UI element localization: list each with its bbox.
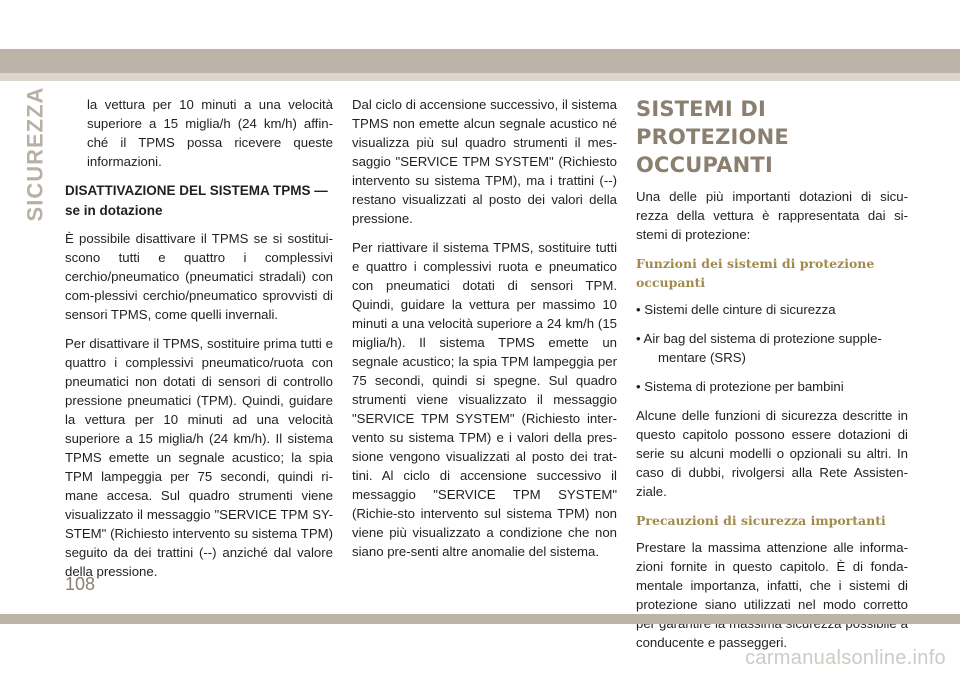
paragraph: Per disattivare il TPMS, sostituire prima tutti e quattro i complessivi pneumatico/ruota con pneumatici non dotati di sensori di controllo pressione pneumatici (TPM). Quindi, guidare la vettura per 10 minuti ad una velocità superiore a 15 miglia/h (24 km/h). Il sistema TPMS emette un segnale acustico; la spia TPM lampeggia per 75 secondi, quindi ri-mane accesa. Sul quadro strumenti viene visualizzato il messaggio "SERVICE TPM SY-STEM" (Richiesto intervento su sistema TPM) seguito da dei trattini (--) anziché dal valore della pressione.	[65, 336, 333, 579]
page-number: 108	[65, 574, 96, 594]
list-item: • Sistema di protezione per bambini	[636, 379, 844, 394]
tpms-deactivation-heading: DISATTIVAZIONE DEL SISTEMA TPMS — se in dotazione	[65, 183, 328, 218]
paragraph: Alcune delle funzioni di sicurezza descritte in questo capitolo possono essere dotazioni di serie su alcuni modelli o opzionali su altri. In caso di dubbi, rivolgersi alla Rete Assisten-ziale.	[636, 408, 908, 499]
list-item: • Sistemi delle cinture di sicurezza	[636, 302, 836, 317]
paragraph: Per riattivare il sistema TPMS, sostituire tutti e quattro i complessivi ruota e pneumatico con pneumatici dotati di sensori TPM. Quindi, guidare la vettura per massimo 10 minuti a una velocità superiore a 24 km/h (15 miglia/h). Il sistema TPMS emette un segnale acustico; la spia TPM lampeggia per 75 secondi, quindi si spegne. Sul quadro strumenti viene visualizzato il messaggio "SERVICE TPM SYSTEM" (Richiesto inter-vento su sistema TPM) e i valori della pres-sione vengono visualizzati al posto dei trat-tini. Al ciclo di accensione successivo il messaggio "SERVICE TPM SYSTEM" (Richie-sto intervento sul sistema TPM) non viene più visualizzato a condizione che non siano pre-senti altre anomalie del sistema.	[352, 240, 617, 559]
footer-band	[0, 614, 960, 624]
column-3	[636, 95, 908, 662]
header-band	[0, 49, 960, 81]
list-item: • Air bag del sistema di protezione supple- mentare (SRS)	[636, 331, 882, 365]
column-2	[352, 95, 617, 571]
subheading-precautions: Precauzioni di sicurezza importanti	[636, 513, 886, 528]
paragraph: Prestare la massima attenzione alle informa-zioni fornite in questo capitolo. È di fonda-mentale importanza, infatti, che i sistemi di protezione siano utilizzati nel modo corretto conducente e passeggeri.	[636, 540, 908, 650]
section-tab	[22, 86, 48, 222]
section-title: SISTEMI DI PROTEZIONE OCCUPANTI	[636, 97, 789, 177]
watermark: carmanualsonline.info	[745, 647, 946, 669]
column-1	[65, 95, 333, 591]
subheading-functions: Funzioni dei sistemi di protezione occupanti	[636, 256, 875, 290]
paragraph: È possibile disattivare il TPMS se si sostitui-scono tutti e quattro i complessivi cerchio/pneumatico (pneumatici stradali) con com-plessivi cerchio/pneumatico sprovvisti di sensori TPMS, come quelli invernali.	[65, 231, 333, 322]
section-tab-label: SICUREZZA	[22, 86, 48, 222]
paragraph-continuation: la vettura per 10 minuti a una velocità superiore a 15 miglia/h (24 km/h) affin-ché il TPMS possa ricevere queste informazioni.	[87, 97, 333, 169]
paragraph: Una delle più importanti dotazioni di sicu-rezza della vettura è rappresentata dai si-stemi di protezione:	[636, 189, 908, 242]
paragraph: Dal ciclo di accensione successivo, il sistema TPMS non emette alcun segnale acustico né visualizza più sul quadro strumenti il mes-saggio "SERVICE TPM SYSTEM" (Richiesto intervento su sistema TPM), ma i trattini (--) restano visualizzati al posto dei valori della pressione.	[352, 97, 617, 226]
